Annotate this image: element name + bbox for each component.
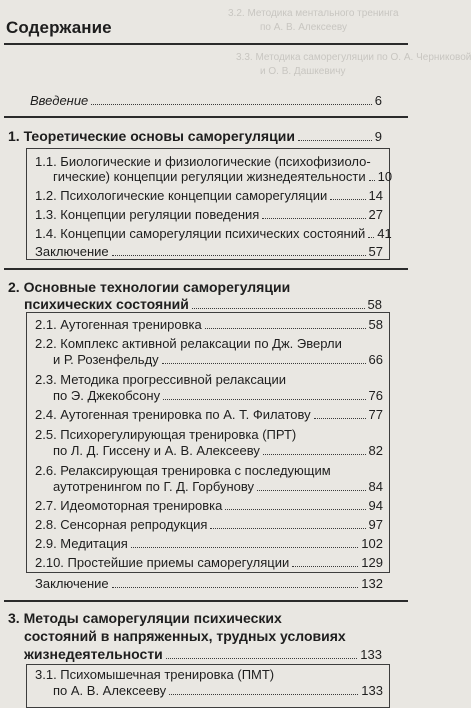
toc-entry-2-3[interactable] <box>53 388 383 404</box>
toc-entry-introduction[interactable] <box>30 93 382 109</box>
toc-entry-label: 2.1. Аутогенная тренировка <box>35 317 202 332</box>
toc-entry-label: Введение <box>30 93 89 108</box>
toc-entry-label: 2.9. Медитация <box>35 536 128 551</box>
toc-entry-1-1[interactable] <box>53 169 393 185</box>
toc-entry-conclusion-1[interactable] <box>35 244 383 260</box>
toc-entry-page: 102 <box>361 536 383 551</box>
leader-dots <box>112 255 366 256</box>
toc-entry-2-8[interactable] <box>35 517 383 533</box>
leader-dots <box>292 566 358 567</box>
chapter-title: Методы саморегуляции психических <box>23 610 282 626</box>
section-divider <box>4 268 408 270</box>
toc-entry-label: 2.7. Идеомоторная тренировка <box>35 498 223 513</box>
leader-dots <box>225 509 365 510</box>
chapter-number: 3. <box>8 610 20 626</box>
toc-entry-label: Заключение <box>35 576 109 591</box>
leader-dots <box>330 199 365 200</box>
section-divider <box>4 600 408 602</box>
leader-dots <box>112 587 359 588</box>
chapter-title: Основные технологии саморегуляции <box>23 279 291 295</box>
bleed-through-line: 3.2. Методика ментального тренинга <box>228 8 399 19</box>
toc-entry-page: 14 <box>368 188 383 203</box>
toc-entry-label: 2.10. Простейшие приемы саморегуляции <box>35 555 290 570</box>
chapter-title-line <box>8 610 282 627</box>
leader-dots <box>192 308 365 309</box>
toc-entry-label: 1.1. Биологические и физиологические (психофизиоло- <box>35 154 371 169</box>
toc-entry-page: 66 <box>368 352 383 367</box>
toc-entry-page: 132 <box>361 576 383 591</box>
toc-entry-label-cont: гические) концепции регуляции жизнедеятельности <box>53 169 366 184</box>
leader-dots <box>169 694 358 695</box>
leader-dots <box>163 399 365 400</box>
toc-entry-label: 2.3. Методика прогрессивной релаксации <box>35 372 287 387</box>
toc-entry-label: 2.5. Психорегулирующая тренировка (ПРТ) <box>35 427 297 442</box>
toc-entry-label: 2.4. Аутогенная тренировка по А. Т. Филатову <box>35 407 311 422</box>
toc-entry-1-3[interactable] <box>35 207 383 223</box>
toc-entry-page: 27 <box>368 207 383 222</box>
chapter-page: 58 <box>367 297 382 312</box>
toc-entry-label: Заключение <box>35 244 109 259</box>
toc-entry-2-10[interactable] <box>35 555 383 571</box>
toc-entry-label: 2.6. Релаксирующая тренировка с последующим <box>35 463 331 478</box>
toc-entry-page: 57 <box>368 244 383 259</box>
toc-entry-2-1[interactable] <box>35 317 383 333</box>
leader-dots <box>131 547 358 548</box>
toc-entry-label-cont: по А. В. Алексееву <box>53 683 167 698</box>
toc-entry-2-4[interactable] <box>35 407 383 423</box>
toc-entry-label: 1.2. Психологические концепции саморегуляции <box>35 188 328 203</box>
toc-entry-page: 6 <box>374 93 382 108</box>
chapter-page: 9 <box>374 129 382 144</box>
toc-entry-label: 1.4. Концепции саморегуляции психических состояний <box>35 226 366 241</box>
toc-entry-label-cont: по Э. Джекобсону <box>53 388 161 403</box>
toc-entry-page: 84 <box>368 479 383 494</box>
toc-entry-3-1[interactable] <box>53 683 383 699</box>
toc-entry-page: 41 <box>377 226 392 241</box>
toc-entry-page: 10 <box>377 169 393 184</box>
toc-entry-page: 133 <box>361 683 383 698</box>
toc-entry-2-9[interactable] <box>35 536 383 552</box>
toc-chapter-3[interactable] <box>24 646 382 663</box>
toc-entry-1-2[interactable] <box>35 188 383 204</box>
leader-dots <box>162 363 366 364</box>
toc-entry-label-cont: по Л. Д. Гиссену и А. В. Алексееву <box>53 443 260 458</box>
toc-chapter-1[interactable] <box>8 128 382 145</box>
leader-dots <box>210 528 365 529</box>
chapter-number: 2. <box>8 279 20 295</box>
bleed-through-line: по А. В. Алексееву <box>260 22 347 33</box>
toc-chapter-2[interactable] <box>24 296 382 313</box>
toc-entry-page: 76 <box>368 388 383 403</box>
leader-dots <box>166 658 358 659</box>
toc-entry-2-5[interactable] <box>53 443 383 459</box>
chapter-title-line: состояний в напряженных, трудных условиях <box>24 628 346 644</box>
leader-dots <box>369 180 375 181</box>
toc-entry-label-cont: и Р. Розенфельду <box>53 352 159 367</box>
leader-dots <box>314 418 366 419</box>
toc-entry-label: 3.1. Психомышечная тренировка (ПМТ) <box>35 667 275 682</box>
title-divider <box>4 43 408 45</box>
bleed-through-line: 3.3. Методика саморегуляции по О. А. Черниковой <box>236 52 471 63</box>
leader-dots <box>205 328 366 329</box>
toc-entry-label-cont: аутотренингом по Г. Д. Горбунову <box>53 479 255 494</box>
chapter-title-line <box>8 279 290 296</box>
chapter-title: Теоретические основы саморегуляции <box>23 128 295 144</box>
toc-entry-2-7[interactable] <box>35 498 383 514</box>
chapter-page: 133 <box>360 647 382 662</box>
chapter-title-cont: жизнедеятельности <box>24 646 163 662</box>
toc-entry-page: 129 <box>361 555 383 570</box>
leader-dots <box>257 490 366 491</box>
leader-dots <box>263 454 366 455</box>
toc-entry-label: 2.2. Комплекс активной релаксации по Дж. Эверли <box>35 336 342 351</box>
toc-entry-page: 58 <box>368 317 383 332</box>
toc-entry-2-2[interactable] <box>53 352 383 368</box>
toc-entry-conclusion-2[interactable] <box>35 576 383 592</box>
leader-dots <box>368 237 374 238</box>
leader-dots <box>298 140 372 141</box>
bleed-through-line: и О. В. Дашкевичу <box>260 66 346 77</box>
leader-dots <box>91 104 371 105</box>
toc-entry-page: 82 <box>368 443 383 458</box>
toc-entry-label: 2.8. Сенсорная репродукция <box>35 517 208 532</box>
page-title: Содержание <box>6 18 112 37</box>
toc-entry-2-6[interactable] <box>53 479 383 495</box>
toc-entry-label: 1.3. Концепции регуляции поведения <box>35 207 260 222</box>
chapter-number: 1. <box>8 128 20 144</box>
section-divider <box>4 116 408 118</box>
toc-entry-page: 97 <box>368 517 383 532</box>
chapter-title-cont: психических состояний <box>24 296 189 312</box>
toc-entry-page: 94 <box>368 498 383 513</box>
leader-dots <box>262 218 365 219</box>
toc-entry-1-4[interactable] <box>35 226 392 242</box>
toc-entry-page: 77 <box>368 407 383 422</box>
